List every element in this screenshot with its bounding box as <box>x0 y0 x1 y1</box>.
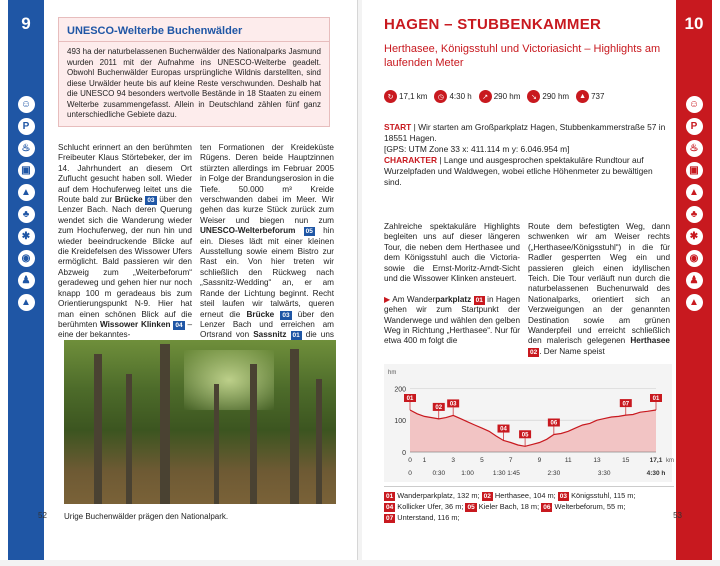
legend-badge: 01 <box>386 493 394 500</box>
left-text-column-1 <box>58 143 192 341</box>
waypoint-badge: 04 <box>175 321 183 329</box>
waypoint-label: 06 <box>550 420 558 427</box>
left-tab-number: 9 <box>21 14 31 33</box>
time-tick-label: 4:30 h <box>646 470 666 477</box>
x-tick-label: 3 <box>451 457 455 464</box>
walker-icon: ♟ <box>686 272 703 289</box>
tree-trunk <box>290 349 299 504</box>
right-page-number: 53 <box>673 511 682 520</box>
waypoint-badge: 02 <box>530 348 538 356</box>
walker-icon: ♟ <box>18 272 35 289</box>
legend-badge: 02 <box>483 493 491 500</box>
summit-icon: ▲ <box>576 90 589 103</box>
legend-badge: 07 <box>386 515 394 522</box>
highest-value: 737 <box>591 92 605 101</box>
left-color-tab <box>8 0 44 560</box>
x-tick-label: 17,1 <box>649 457 663 464</box>
legend-line <box>384 490 674 501</box>
highlight-herthasee: Herthasee <box>630 336 670 346</box>
legend-line <box>384 501 674 512</box>
duration-value: 4:30 h <box>449 92 472 101</box>
route-icon: ↻ <box>384 90 397 103</box>
start-text: | Wir starten am Großparkplatz Hagen, Stubbenkammerstraße 57 in 18551 Hagen. <box>384 122 666 143</box>
trail-icon: ▲ <box>686 184 703 201</box>
y-axis-label: hm <box>388 370 397 376</box>
camping-icon: ▲ <box>18 294 35 311</box>
distance-value: 17,1 km <box>399 92 428 101</box>
waypoint-badge: 03 <box>147 197 155 205</box>
x-tick-label: 1 <box>422 457 427 464</box>
tree-trunk <box>94 354 102 504</box>
time-tick-label: 1:00 <box>461 470 474 477</box>
camping-icon: ▲ <box>686 294 703 311</box>
body-text: in Hagen gehen wir zum Startpunkt der Wanderwege und wählen den gelben Weg in Richtung „Herthasee“. Nur für etwa 400 m folgt die <box>384 294 521 346</box>
left-text-column-2 <box>200 143 334 351</box>
time-tick-label: 0 <box>408 470 412 477</box>
photo-caption: Urige Buchenwälder prägen den Nationalpark. <box>64 512 229 521</box>
right-text-column-1 <box>384 222 520 347</box>
left-icon-column <box>8 96 44 311</box>
tour-stats <box>384 90 604 103</box>
right-color-tab <box>676 0 712 560</box>
waypoint-label: 01 <box>652 396 660 403</box>
legend-text: Kieler Bach, 18 m; <box>476 502 542 511</box>
right-tab-number: 10 <box>684 14 704 33</box>
clock-icon: ◷ <box>434 90 447 103</box>
body-text: die uns <box>305 330 334 340</box>
body-text: Route dem befestigten Weg, dann schwenken wir am Weiser rechts („Herthasee/Königsstuhl“) in die für Radler gesperrten Weg ein und passieren gleich einen idyllischen Teich. Die Tour verläuft nun durch die naturbelassenen Buchenurwald des Nationalparks, orientiert sich an Verzweigungen an der genannten Destination sowie am grünen Wanderpfeil und erreicht schließlich den malerisch gelegenen <box>528 222 670 346</box>
charakter-label: CHARAKTER <box>384 155 438 165</box>
legend-text: Herthasee, 104 m; <box>492 491 558 500</box>
waypoint-label: 01 <box>406 396 414 403</box>
legend-badge: 03 <box>559 493 568 500</box>
elevation-profile-chart <box>384 364 672 482</box>
sunlight-patch <box>184 350 274 410</box>
waypoint-legend <box>384 486 674 523</box>
time-tick-label: 1:45 <box>507 470 520 477</box>
arrow-icon: ▶ <box>384 294 391 304</box>
time-tick-label: 0:30 <box>432 470 446 477</box>
body-text: hin ein. Dieses lädt mit einer kleinen Ausstellung sowie einem Bistro zur Rast ein. Von hier treten wir schließlich den Rückweg nach „Sassnitz-Wedding“ an, er am Rande der Lichtung beginnt. Recht steil laufen wir talwärts, queren erneut die <box>200 226 335 319</box>
x-axis-label: km <box>666 458 674 464</box>
snow-icon: ✱ <box>18 228 35 245</box>
left-page-number: 52 <box>38 511 47 520</box>
time-tick-label: 3:30 <box>597 470 611 477</box>
gps-coordinates: [GPS: UTM Zone 33 x: 411.114 m y: 6.046.954 m] <box>384 144 570 154</box>
start-info <box>384 122 669 188</box>
trail-icon: ▲ <box>18 184 35 201</box>
highlight-bruecke: Brücke <box>114 195 143 205</box>
food-icon: ♨ <box>18 140 35 157</box>
tree-trunk <box>250 364 257 504</box>
legend-line <box>384 512 674 523</box>
x-tick-label: 5 <box>480 457 484 464</box>
legend-badge: 05 <box>467 504 475 511</box>
beech-forest-photo <box>64 340 336 504</box>
body-text: . Der Name speist <box>539 346 605 356</box>
highlight-welterbeforum: UNESCO-Welterbeforum <box>200 226 296 236</box>
ascent-icon: ↗ <box>479 90 492 103</box>
waypoint-label: 05 <box>521 432 529 439</box>
waypoint-label: 04 <box>500 426 507 433</box>
y-tick-label: 100 <box>394 418 406 426</box>
right-page <box>362 0 720 560</box>
stat-ascent <box>479 90 521 103</box>
parking-icon: P <box>686 118 703 135</box>
legend-badge: 04 <box>386 504 394 511</box>
x-tick-label: 11 <box>564 457 572 464</box>
info-box-title: UNESCO-Welterbe Buchenwälder <box>59 18 329 42</box>
body-text: Schlucht erinnert an den berühmten Freibeuter Klaus Störtebeker, der im 14. Jahrhundert an diesem Ort Zuflucht gesucht haben soll. Wieder auf dem Hochuferweg leitet uns die Route bald zur <box>58 143 192 205</box>
family-icon: ☺ <box>686 96 703 113</box>
body-text: Am Wander <box>390 294 436 304</box>
food-icon: ♨ <box>686 140 703 157</box>
right-icon-column <box>676 96 712 311</box>
body-text: über den Lenzer Bach und erreichen am Ortsrand von <box>200 309 334 340</box>
body-text: über den Lenzer Bach. Nach deren Querung wendet sich die Wanderung wieder zum Hochuferweg, der nun hin und wieder beeindruckende Blicke auf die Kreidefelsen des Wissower Ufers ermöglicht. Bald passieren wir den Abzweig zum „Weiterbeforum“ geradeweg und gehen hier nur noch knapp 100 m geradeaus bis zum Orientierungspunkt N-9. Hier hat man einen schönen Blick auf die berühmten <box>58 195 193 329</box>
highlight-bruecke: Brücke <box>246 309 275 319</box>
y-tick-label: 200 <box>394 386 406 394</box>
highlight-wissower-klinken: Wissower Klinken <box>99 319 171 329</box>
ascent-value: 290 hm <box>493 92 521 101</box>
tour-title: HAGEN – STUBBENKAMMER <box>384 16 602 33</box>
start-label: START <box>384 122 412 132</box>
x-tick-label: 0 <box>408 457 412 464</box>
waypoint-badge: 03 <box>282 311 290 319</box>
time-tick-label: 1:30 <box>492 470 506 477</box>
stat-highest <box>576 90 604 103</box>
body-text: Zahlreiche spektakuläre Highlights begleiten uns auf dieser längeren Tour, die neben dem Herthasee und dem Königsstuhl auch die Victoria- sowie die Ernst-Moritz-Arndt-Sicht und die Wissower Klinken ansteuert. <box>384 222 520 284</box>
tree-trunk <box>214 384 219 504</box>
left-page <box>0 0 358 560</box>
unesco-info-box <box>58 17 330 127</box>
bus-icon: ▣ <box>686 162 703 179</box>
highlight-parkplatz: parkplatz <box>435 294 472 304</box>
time-tick-label: 2:30 <box>547 470 561 477</box>
viewpoint-icon: ◉ <box>18 250 35 267</box>
tree-trunk <box>160 344 170 504</box>
x-tick-label: 7 <box>508 457 513 464</box>
waypoint-label: 02 <box>435 405 443 412</box>
legend-text: Welterbeforum, 55 m; <box>552 502 626 511</box>
tour-subtitle: Herthasee, Königsstuhl und Victoriasicht – Highlights am laufenden Meter <box>384 43 661 69</box>
legend-text: Königsstuhl, 115 m; <box>569 491 636 500</box>
forest-icon: ♣ <box>18 206 35 223</box>
waypoint-badge: 01 <box>475 296 483 304</box>
parking-icon: P <box>18 118 35 135</box>
waypoint-badge: 01 <box>292 332 300 340</box>
descent-value: 290 hm <box>542 92 570 101</box>
x-tick-label: 13 <box>593 457 601 464</box>
tree-trunk <box>126 374 132 504</box>
highlight-sassnitz: Sassnitz <box>253 330 287 340</box>
charakter-text: | Lange und ausgesprochen spektakuläre Rundtour auf Wurzelpfaden und Waldwegen, wobei etliche Höhenmeter zu bewältigen sind. <box>384 155 653 187</box>
waypoint-badge: 05 <box>305 228 313 236</box>
x-tick-label: 9 <box>537 457 542 464</box>
forest-icon: ♣ <box>686 206 703 223</box>
bus-icon: ▣ <box>18 162 35 179</box>
info-box-text: 493 ha der naturbelassenen Buchenwälder des Nationalparks Jasmund wurden 2011 mit der Aufnahme ins UNESCO-Welterbe geadelt. Obwohl Buchenwälder Europas ursprüngliche Wildnis darstellten, sind diese Urwälder heute bis auf kleine Reste verschwunden. Deshalb hat die UNESCO 94 besonders wertvolle Bestände in 18 Staaten zu einem Welterbe zusammengefasst. Allein in Deutschland zählen fünf ganz unterschiedliche Gebiete dazu. <box>67 47 321 119</box>
legend-badge: 06 <box>543 504 551 511</box>
right-text-column-2 <box>528 222 670 357</box>
stat-distance <box>384 90 427 103</box>
family-icon: ☺ <box>18 96 35 113</box>
body-text: – eine der bekanntes- <box>58 319 193 340</box>
y-tick-label: 0 <box>402 450 406 457</box>
stat-descent <box>527 90 569 103</box>
descent-icon: ↘ <box>527 90 540 103</box>
legend-text: Wanderparkplatz, 132 m; <box>395 491 482 500</box>
waypoint-label: 03 <box>449 401 457 408</box>
stat-duration <box>434 90 471 103</box>
legend-text: Unterstand, 116 m; <box>395 513 460 522</box>
waypoint-label: 07 <box>622 401 630 408</box>
snow-icon: ✱ <box>686 228 703 245</box>
legend-text: Kollicker Ufer, 36 m; <box>395 502 466 511</box>
x-tick-label: 15 <box>622 457 630 464</box>
viewpoint-icon: ◉ <box>686 250 703 267</box>
body-text: ten Formationen der Kreideküste Rügens. Deren beide Hauptzinnen stürzten allerdings im Februar 2005 in Folge der Brandungserosion in die Tiefe. 50.000 m³ Kreide verschwanden dabei im Meer. Wir gehen das kurze Stück zurück zum Weiser und biegen nun zum <box>200 143 334 225</box>
tree-trunk <box>316 379 322 504</box>
